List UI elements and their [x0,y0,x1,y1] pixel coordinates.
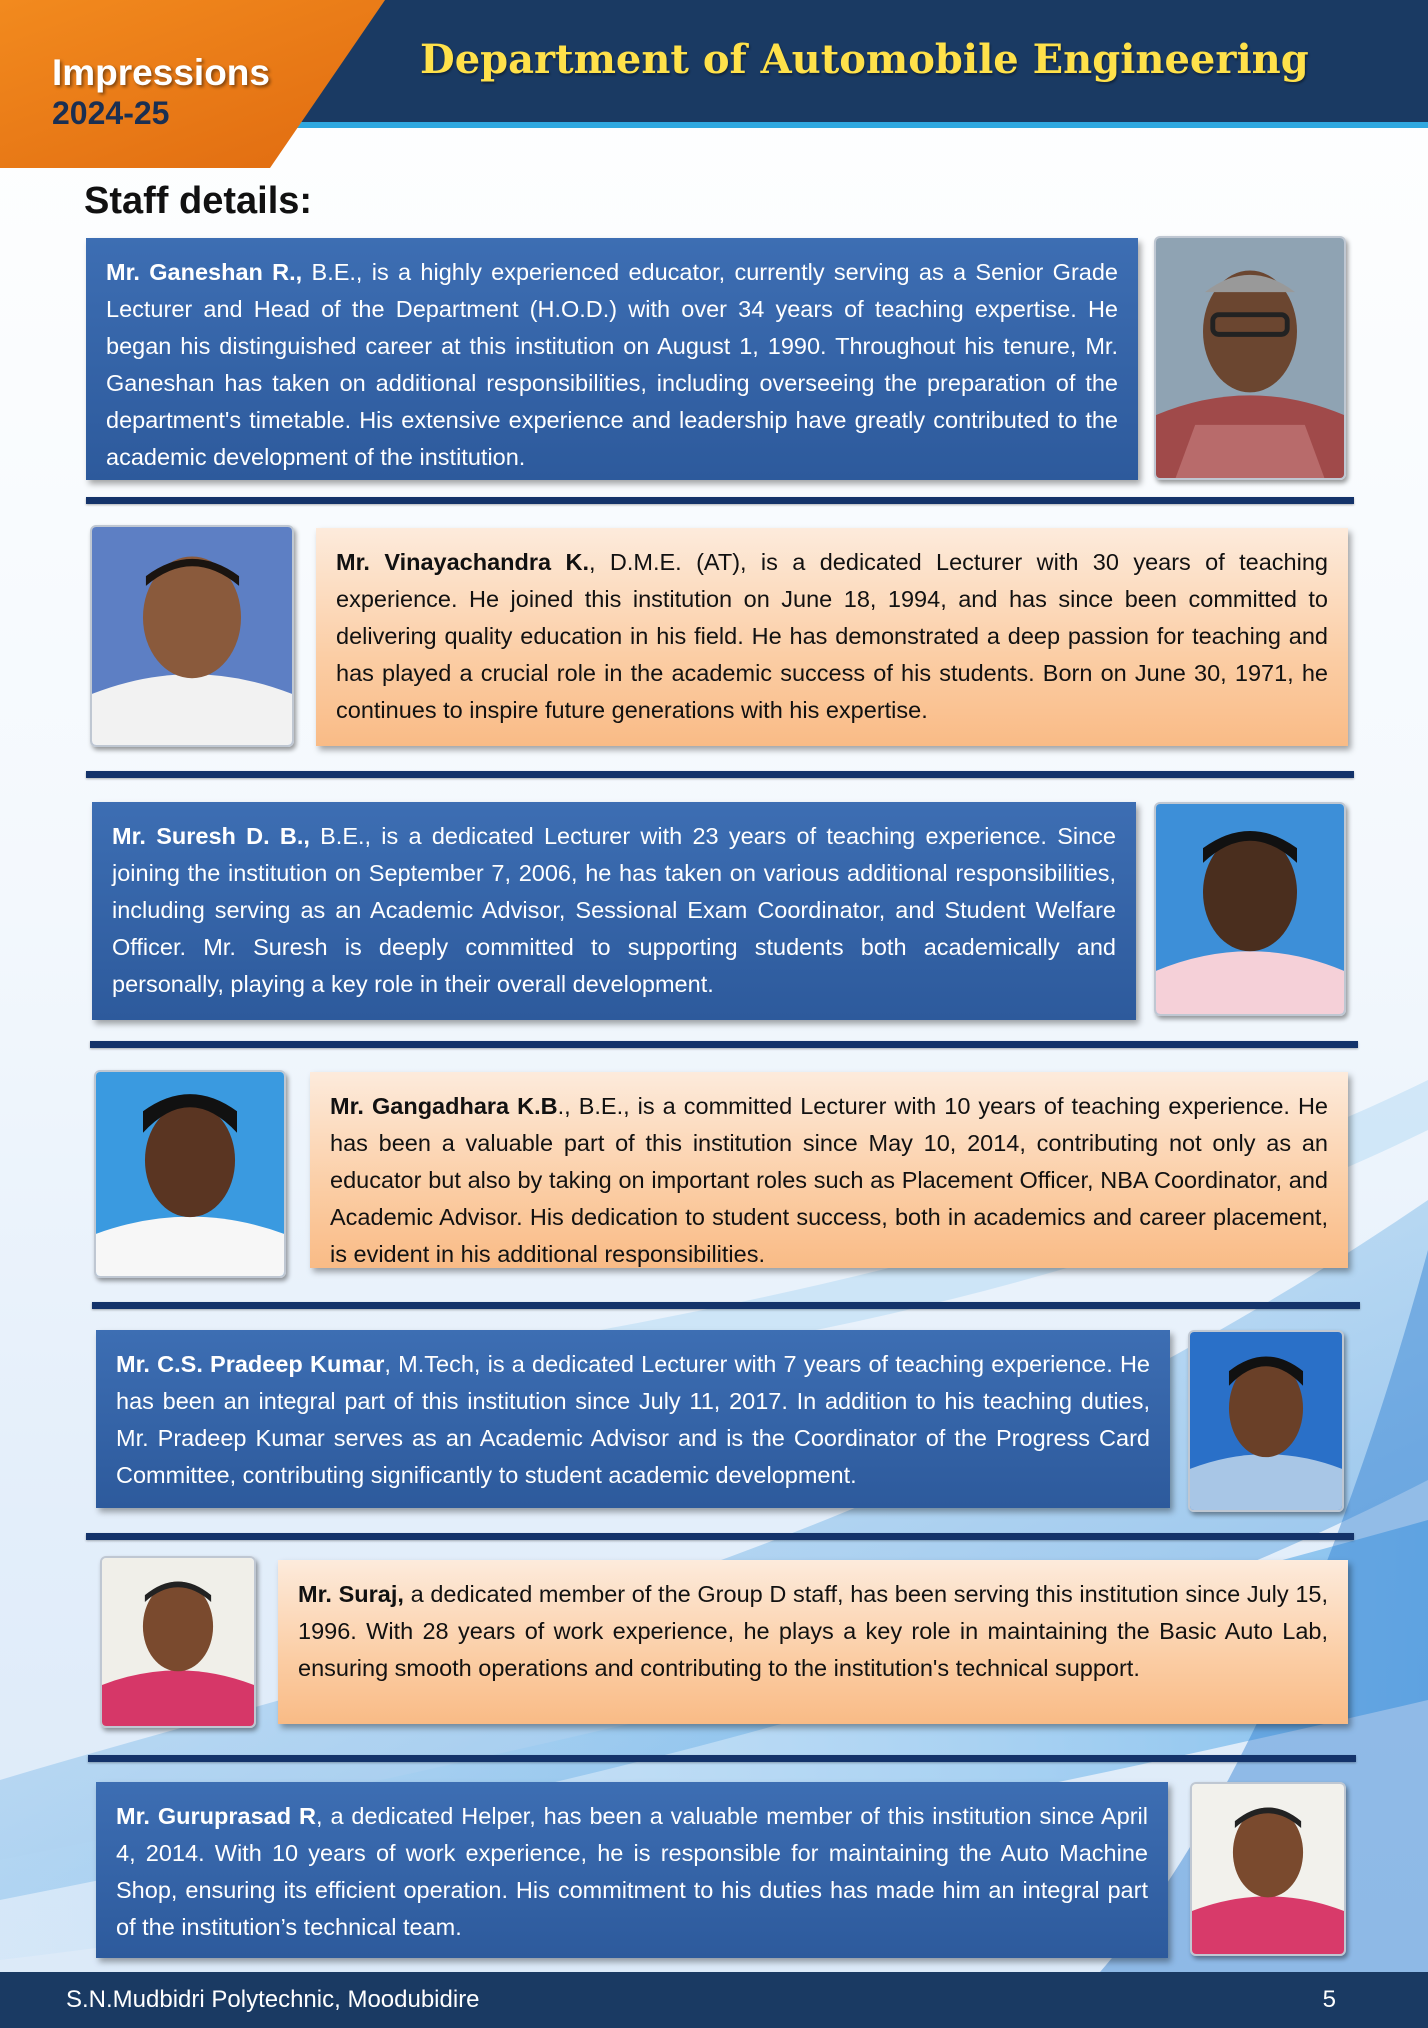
staff-card-suresh [92,802,1136,1020]
badge-year: 2024-25 [52,95,170,131]
staff-photo-vinayachandra [90,525,294,747]
staff-name: Mr. Gangadhara K.B [330,1093,558,1119]
staff-card-pradeep-kumar [96,1330,1170,1508]
staff-bio: , D.M.E. (AT), is a dedicated Lecturer with 30 years of teaching experience. He joined this institution on June 18, 1994, and has since been committed to delivering quality education in his field. He has demonstrated a deep passion for teaching and has played a crucial role in the academic success of his students. Born on June 30, 1971, he continues to inspire future generations with his expertise. [336,549,1328,723]
staff-card-vinayachandra [316,528,1348,746]
divider [90,1041,1358,1048]
staff-bio: ., B.E., is a committed Lecturer with 10 years of teaching experience. He has been a valuable part of this institution since May 10, 2014, contributing not only as an educator but also by taking on important roles such as Placement Officer, NBA Coordinator, and Academic Advisor. His dedication to student success, both in academics and career placement, is evident in his additional responsibilities. [330,1093,1328,1267]
staff-photo-suraj [100,1556,256,1728]
staff-photo-ganeshan [1154,236,1346,480]
staff-card-ganeshan [86,238,1138,480]
department-title: Department of Automobile Engineering [420,36,1309,83]
footer-bar [0,1972,1428,2028]
staff-name: Mr. C.S. Pradeep Kumar [116,1351,385,1377]
staff-photo-gangadhara [94,1070,286,1278]
staff-bio: B.E., is a highly experienced educator, currently serving as a Senior Grade Lecturer and Head of the Department (H.O.D.) with over 34 years of teaching expertise. He began his distinguished career at this institution on August 1, 1990. Throughout his tenure, Mr. Ganeshan has taken on additional responsibilities, including overseeing the preparation of the department's timetable. His extensive experience and leadership have greatly contributed to the academic development of the institution. [106,259,1118,470]
staff-name: Mr. Ganeshan R., [106,259,303,285]
staff-name: Mr. Suraj, [298,1581,404,1607]
staff-bio: , M.Tech, is a dedicated Lecturer with 7 years of teaching experience. He has been an integral part of this institution since July 11, 2017. In addition to his teaching duties, Mr. Pradeep Kumar serves as an Academic Advisor and is the Coordinator of the Progress Card Committee, contributing significantly to student academic development. [116,1351,1151,1488]
footer-institution: S.N.Mudbidri Polytechnic, Moodubidire [66,1986,480,2013]
staff-name: Mr. Vinayachandra K. [336,549,589,575]
staff-bio: B.E., is a dedicated Lecturer with 23 years of teaching experience. Since joining the institution on September 7, 2006, he has taken on various additional responsibilities, including serving as an Academic Advisor, Sessional Exam Coordinator, and Student Welfare Officer. Mr. Suresh is deeply committed to supporting students both academically and personally, playing a key role in their overall development. [112,823,1116,997]
staff-bio: , a dedicated Helper, has been a valuable member of this institution since April 4, 2014. With 10 years of work experience, he is responsible for maintaining the Auto Machine Shop, ensuring its efficient operation. His commitment to his duties has made him an integral part of the institution’s technical team. [116,1803,1148,1940]
header-accent-line [280,122,1428,128]
divider [92,1302,1360,1309]
staff-name: Mr. Suresh D. B., [112,823,310,849]
divider [88,1755,1356,1762]
staff-photo-pradeep-kumar [1188,1330,1344,1512]
divider [86,771,1354,778]
section-title: Staff details: [84,180,313,222]
staff-card-gangadhara [310,1072,1348,1268]
staff-bio: a dedicated member of the Group D staff, has been serving this institution since July 15, 1996. With 28 years of work experience, he plays a key role in maintaining the Basic Auto Lab, ensuring smooth operations and contributing to the institution's technical support. [298,1581,1328,1681]
staff-card-suraj [278,1560,1348,1724]
staff-photo-guruprasad [1190,1782,1346,1956]
divider [86,1533,1354,1540]
page-number: 5 [1322,1986,1336,2013]
staff-card-guruprasad [96,1782,1168,1958]
divider [86,497,1354,504]
staff-name: Mr. Guruprasad R [116,1803,316,1829]
staff-photo-suresh [1154,802,1346,1016]
badge-title: Impressions [52,52,270,93]
